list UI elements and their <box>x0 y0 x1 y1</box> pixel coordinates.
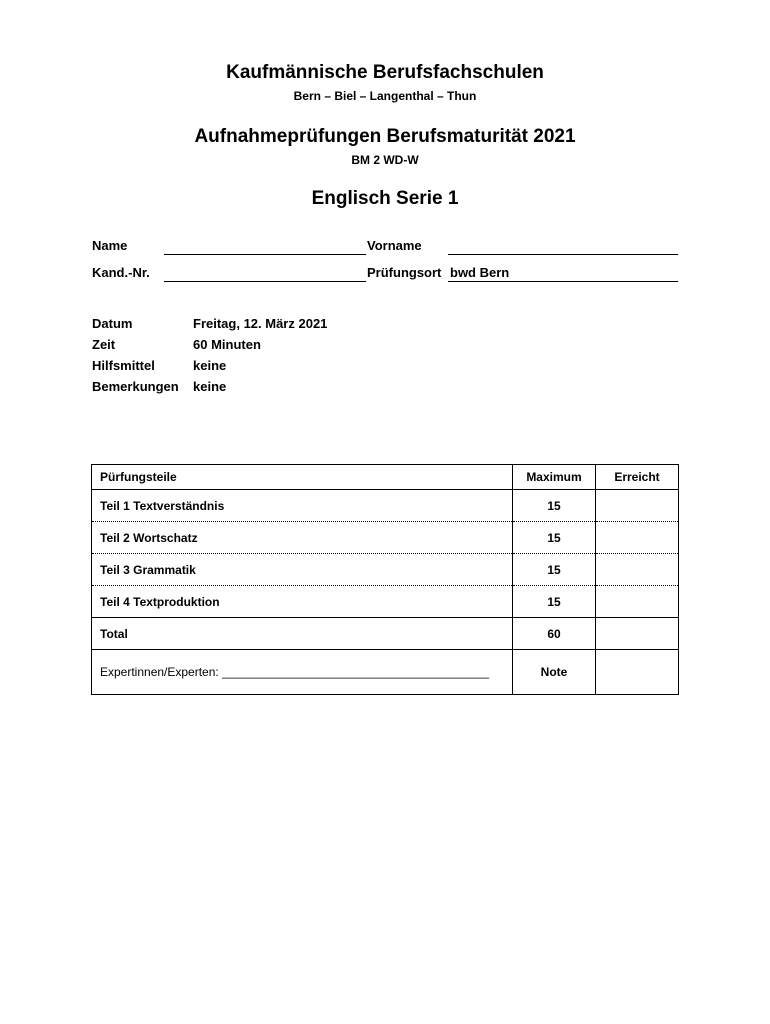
kand-nr-field[interactable] <box>164 281 366 282</box>
total-row <box>92 618 679 650</box>
kand-nr-label: Kand.-Nr. <box>92 265 150 280</box>
part-reached-field[interactable] <box>596 522 679 554</box>
table-row <box>92 490 679 522</box>
part-label: Teil 4 Textproduktion <box>92 586 513 618</box>
zeit-value: 60 Minuten <box>193 337 261 352</box>
name-label: Name <box>92 238 128 253</box>
bemerkungen-label: Bemerkungen <box>92 379 179 394</box>
part-label: Teil 2 Wortschatz <box>92 522 513 554</box>
table-row <box>92 554 679 586</box>
school-locations: Bern – Biel – Langenthal – Thun <box>293 89 477 103</box>
school-name: Kaufmännische Berufsfachschulen <box>226 62 544 83</box>
table-row <box>92 586 679 618</box>
program-code: BM 2 WD-W <box>351 153 419 167</box>
hilfsmittel-value: keine <box>193 358 227 373</box>
datum-value: Freitag, 12. März 2021 <box>193 316 328 331</box>
hilfsmittel-label: Hilfsmittel <box>92 358 155 373</box>
experts-signature-field[interactable]: Expertinnen/Experten: ________________________________________ <box>92 650 513 695</box>
part-reached-field[interactable] <box>596 586 679 618</box>
experts-row <box>92 650 679 695</box>
datum-label: Datum <box>92 316 133 331</box>
total-reached-field[interactable] <box>596 618 679 650</box>
header-erreicht: Erreicht <box>596 465 679 490</box>
part-label: Teil 3 Grammatik <box>92 554 513 586</box>
bemerkungen-value: keine <box>193 379 227 394</box>
part-max: 15 <box>513 522 596 554</box>
part-max: 15 <box>513 554 596 586</box>
vorname-label: Vorname <box>367 238 422 253</box>
score-table <box>91 464 679 695</box>
vorname-field[interactable] <box>448 254 678 255</box>
pruefungsort-field[interactable] <box>448 281 678 282</box>
part-max: 15 <box>513 586 596 618</box>
table-row <box>92 522 679 554</box>
header-parts: Pürfungsteile <box>92 465 513 490</box>
part-label: Teil 1 Textverständnis <box>92 490 513 522</box>
zeit-label: Zeit <box>92 337 116 352</box>
total-max: 60 <box>513 618 596 650</box>
subject-title: Englisch Serie 1 <box>311 188 459 209</box>
total-label: Total <box>92 618 513 650</box>
name-field[interactable] <box>164 254 366 255</box>
note-field[interactable] <box>596 650 679 695</box>
part-reached-field[interactable] <box>596 490 679 522</box>
note-label: Note <box>513 650 596 695</box>
exam-title: Aufnahmeprüfungen Berufsmaturität 2021 <box>194 126 576 147</box>
score-table-header <box>92 465 679 490</box>
pruefungsort-label: Prüfungsort <box>367 265 442 280</box>
pruefungsort-value: bwd Bern <box>450 265 510 280</box>
part-max: 15 <box>513 490 596 522</box>
part-reached-field[interactable] <box>596 554 679 586</box>
header-maximum: Maximum <box>513 465 596 490</box>
